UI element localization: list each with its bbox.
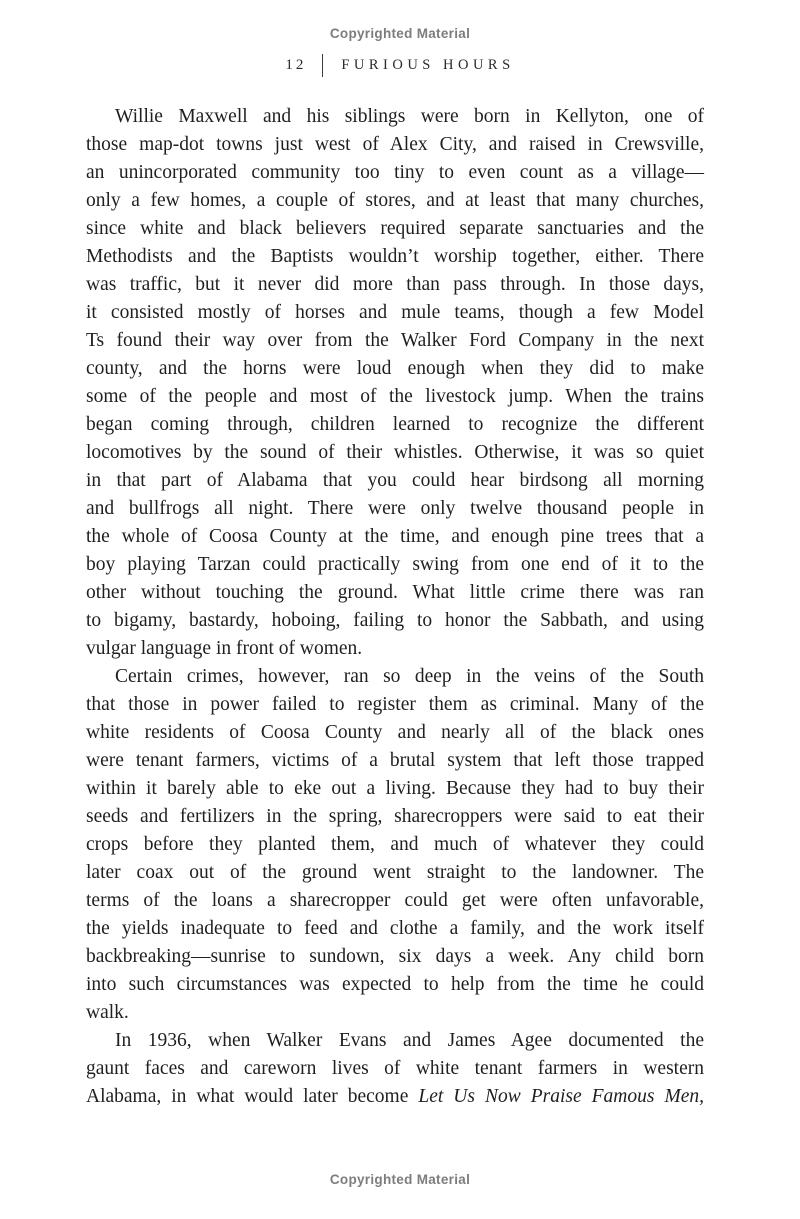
text-segment: Alabama, in what would later become [86,1086,419,1107]
text-line: boy playing Tarzan could practically swing from one end of it to the [86,554,704,575]
text-line: county, and the horns were loud enough when they did to make [86,358,704,379]
text-line: an unincorporated community too tiny to even count as a village— [86,162,704,183]
copyright-notice-bottom: Copyrighted Material [329,1172,471,1187]
text-line: backbreaking—sunrise to sundown, six days a week. Any child born [86,946,704,967]
text-line: vulgar language in front of women. [86,638,363,659]
text-line: gaunt faces and careworn lives of white tenant farmers in western [86,1058,704,1079]
text-line: In 1936, when Walker Evans and James Agee documented the [115,1030,704,1051]
text-line: was traffic, but it never did more than pass through. In those days, [86,274,704,295]
paragraph [86,1027,704,1111]
text-line: that those in power failed to register them as criminal. Many of the [86,694,704,715]
text-line: walk. [86,1002,129,1023]
paragraph [86,103,704,663]
text-line: into such circumstances was expected to help from the time he could [86,974,704,995]
page-body [86,103,704,1111]
text-line: in that part of Alabama that you could hear birdsong all morning [86,470,704,491]
text-line: and bullfrogs all night. There were only twelve thousand people in [86,498,704,519]
text-line: crops before they planted them, and much of whatever they could [86,834,704,855]
text-line [86,1083,704,1111]
text-line: Willie Maxwell and his siblings were born in Kellyton, one of [115,106,704,127]
text-line: those map-dot towns just west of Alex City, and raised in Crewsville, [86,134,704,155]
text-line: the yields inadequate to feed and clothe a family, and the work itself [86,918,704,939]
text-line: began coming through, children learned to recognize the different [86,414,704,435]
text-line: Certain crimes, however, ran so deep in the veins of the South [115,666,704,687]
italic-book-title-reference: Let Us Now Praise Famous Men, [418,1086,705,1107]
text-line: only a few homes, a couple of stores, and at least that many churches, [86,190,704,211]
text-line: other without touching the ground. What little crime there was ran [86,582,704,603]
text-line: terms of the loans a sharecropper could get were often unfavorable, [86,890,704,911]
paragraph [86,663,704,1027]
text-line: it consisted mostly of horses and mule teams, though a few Model [86,302,704,323]
text-line: within it barely able to eke out a living. Because they had to buy their [86,778,704,799]
page-number: 12 [285,57,307,73]
text-line: Ts found their way over from the Walker Ford Company in the next [86,330,704,351]
text-line: since white and black believers required separate sanctuaries and the [86,218,704,239]
text-line: seeds and fertilizers in the spring, sharecroppers were said to eat their [86,806,704,827]
text-line: white residents of Coosa County and nearly all of the black ones [86,722,704,743]
text-line: Methodists and the Baptists wouldn’t worship together, either. There [86,246,704,267]
text-line: the whole of Coosa County at the time, and enough pine trees that a [86,526,704,547]
text-line: to bigamy, bastardy, hoboing, failing to honor the Sabbath, and using [86,610,704,631]
book-title: FURIOUS HOURS [341,57,515,73]
text-line: were tenant farmers, victims of a brutal system that left those trapped [86,750,704,771]
copyright-notice-top: Copyrighted Material [329,26,471,41]
text-line: later coax out of the ground went straight to the landowner. The [86,862,704,883]
text-line: some of the people and most of the livestock jump. When the trains [86,386,704,407]
header-divider-rule [322,54,323,77]
text-line: locomotives by the sound of their whistles. Otherwise, it was so quiet [86,442,704,463]
running-head [0,54,800,77]
